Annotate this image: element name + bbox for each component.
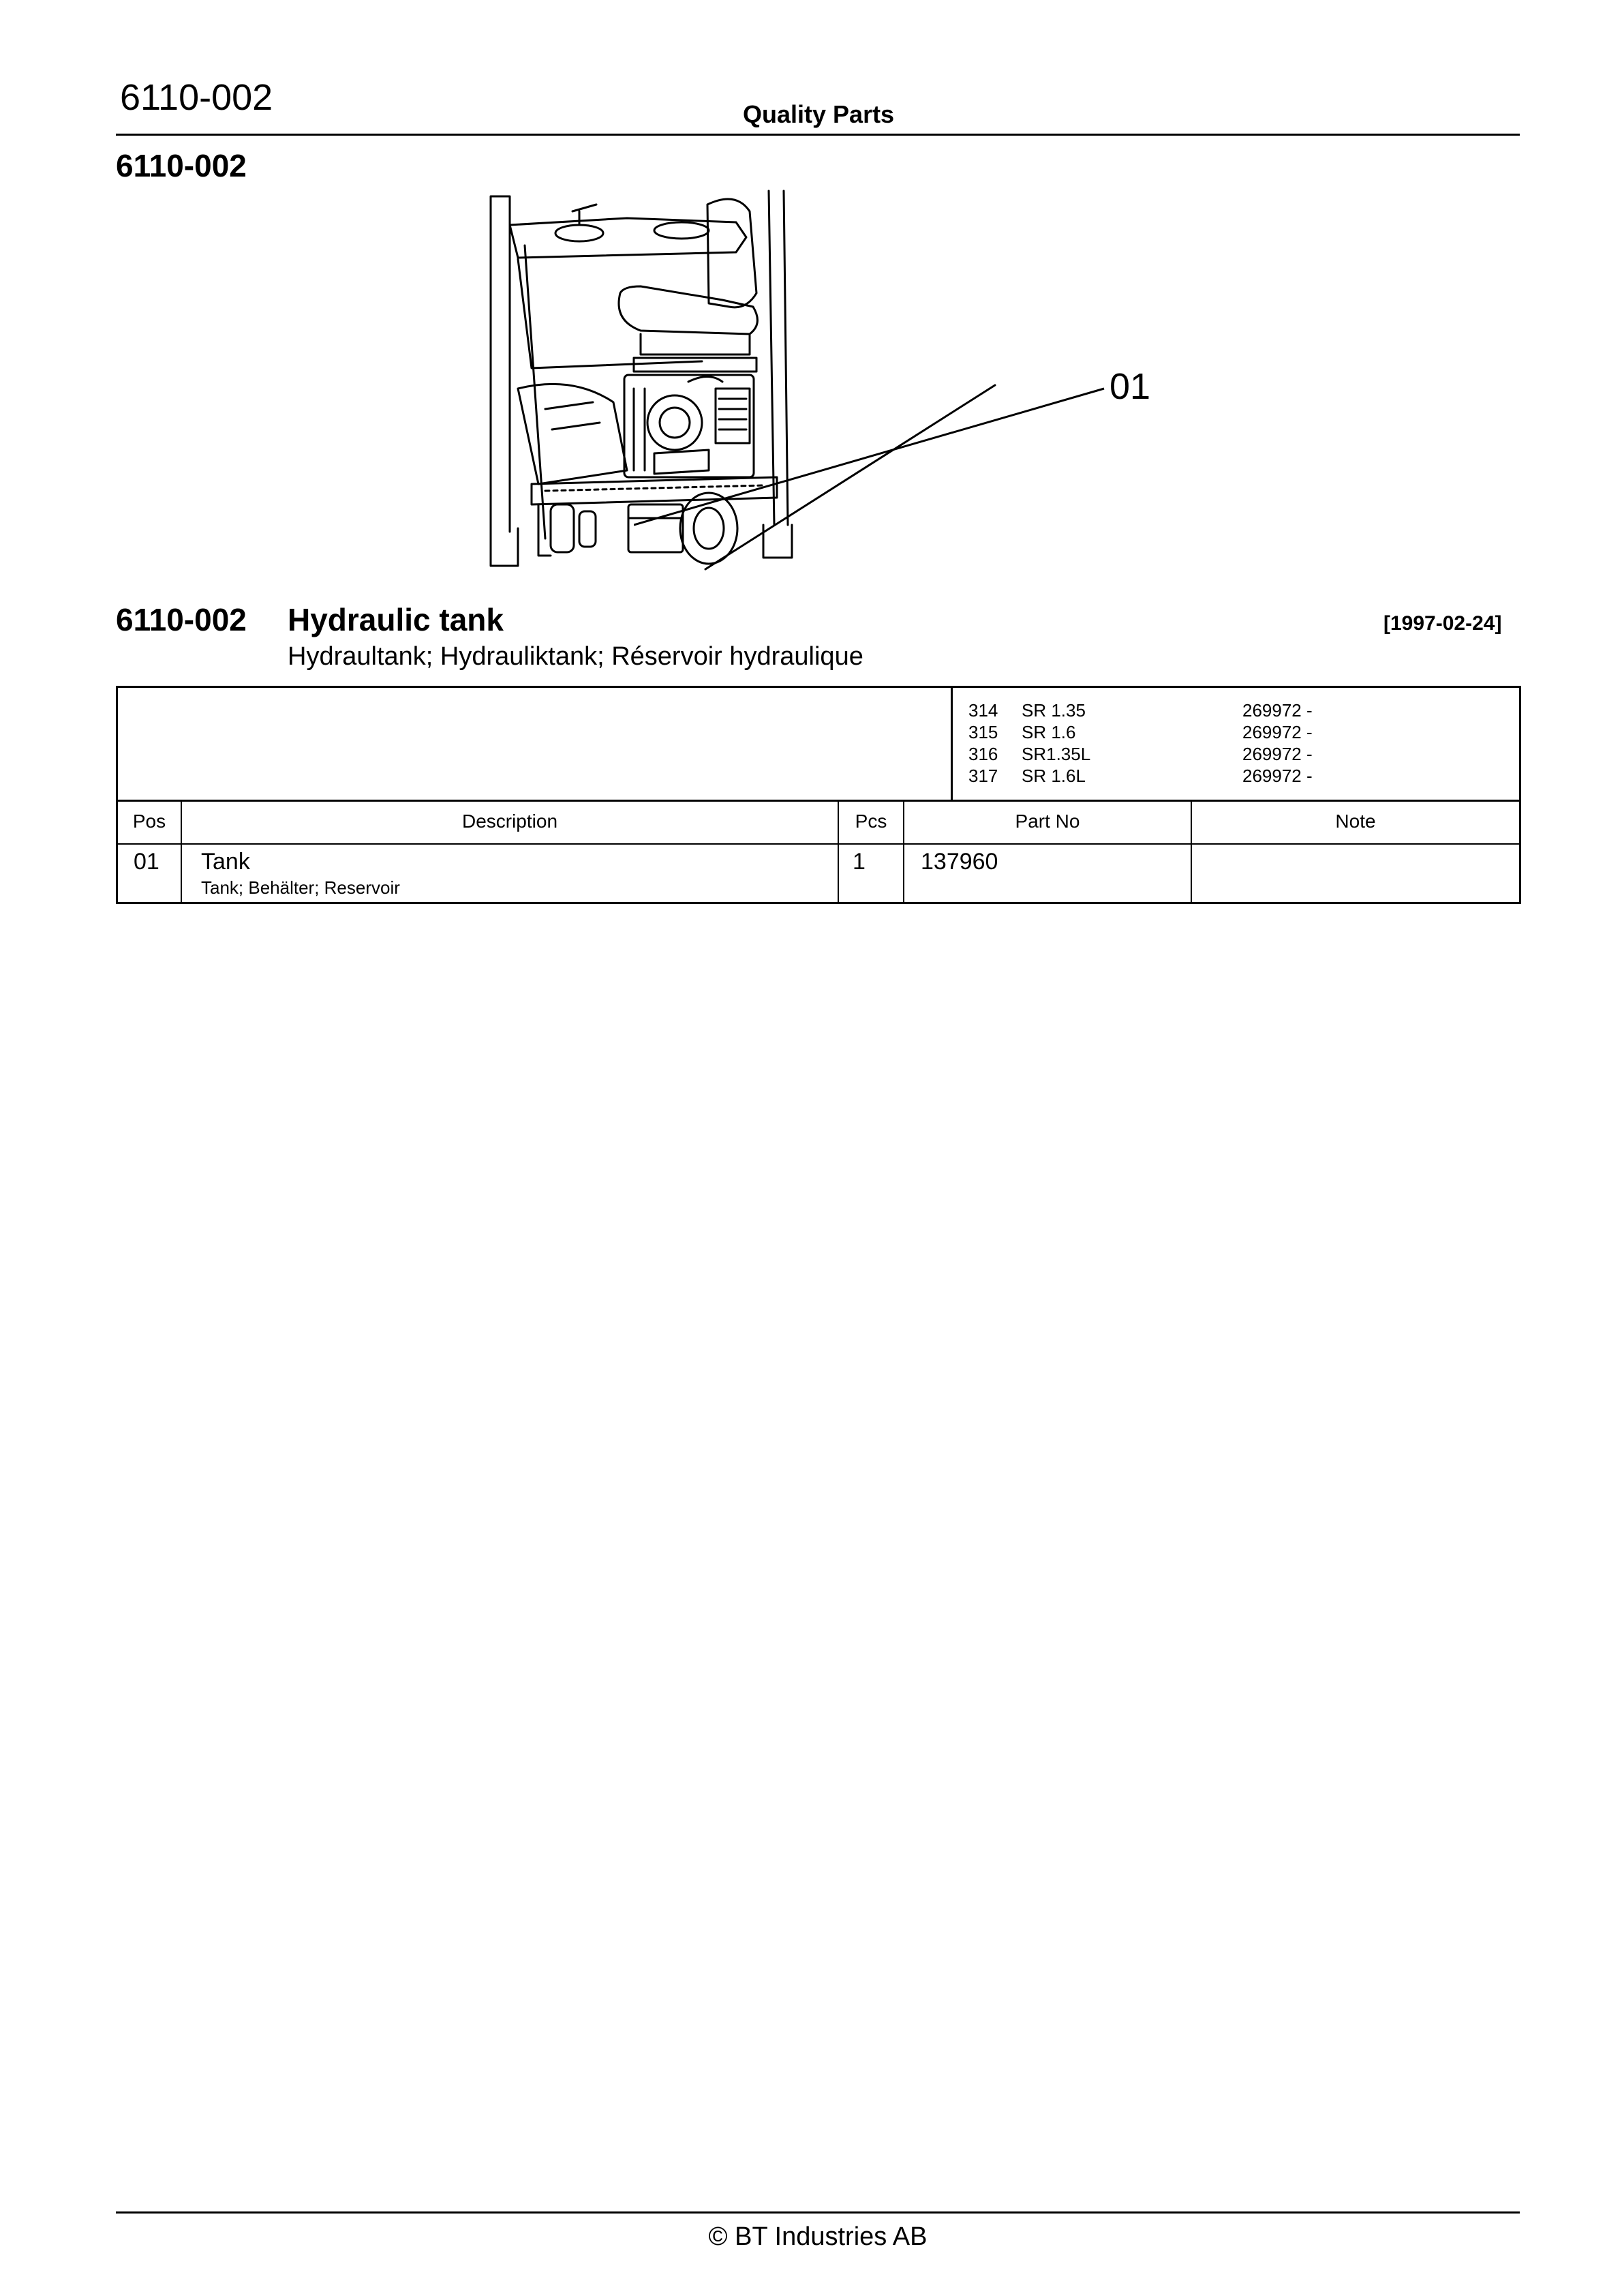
model-name: SR 1.35 <box>1022 700 1086 721</box>
revision-date: [1997-02-24] <box>1383 612 1502 635</box>
model-id: 315 <box>968 722 998 742</box>
header-code: 6110-002 <box>120 77 273 118</box>
model-id: 314 <box>968 700 998 721</box>
model-name: SR 1.6L <box>1022 766 1086 786</box>
model-id: 316 <box>968 744 998 764</box>
cell-pos: 01 <box>134 849 159 875</box>
column-header-pcs: Pcs <box>855 811 887 832</box>
cell-part-no: 137960 <box>921 849 998 875</box>
section-code: 6110-002 <box>116 148 247 183</box>
footer-copyright: © BT Industries AB <box>708 2222 928 2251</box>
cell-pcs: 1 <box>853 849 866 875</box>
model-serial: 269972 - <box>1242 700 1313 721</box>
column-header-pos: Pos <box>132 811 166 832</box>
model-serial: 269972 - <box>1242 722 1313 742</box>
callout-leader-line <box>634 382 1111 532</box>
column-header-part-no: Part No <box>1015 811 1080 832</box>
parts-table <box>116 686 1521 904</box>
header-divider <box>116 134 1520 136</box>
model-id: 317 <box>968 766 998 786</box>
cell-description: Tank <box>201 849 250 875</box>
cell-description-translations: Tank; Behälter; Reservoir <box>201 877 400 898</box>
column-header-note: Note <box>1335 811 1376 832</box>
part-group-translations: Hydraultank; Hydrauliktank; Réservoir hydraulique <box>288 642 863 671</box>
model-serial: 269972 - <box>1242 744 1313 764</box>
model-name: SR 1.6 <box>1022 722 1076 742</box>
part-group-code: 6110-002 <box>116 602 247 637</box>
footer-divider <box>116 2211 1520 2214</box>
part-group-title: Hydraulic tank <box>288 602 504 637</box>
model-name: SR1.35L <box>1022 744 1091 764</box>
callout-label: 01 <box>1110 366 1151 407</box>
table-divider <box>118 800 1519 802</box>
column-header-description: Description <box>461 811 558 832</box>
model-serial: 269972 - <box>1242 766 1313 786</box>
header-label: Quality Parts <box>743 100 895 128</box>
model-list <box>951 688 1521 800</box>
header-row-divider <box>118 843 1519 845</box>
